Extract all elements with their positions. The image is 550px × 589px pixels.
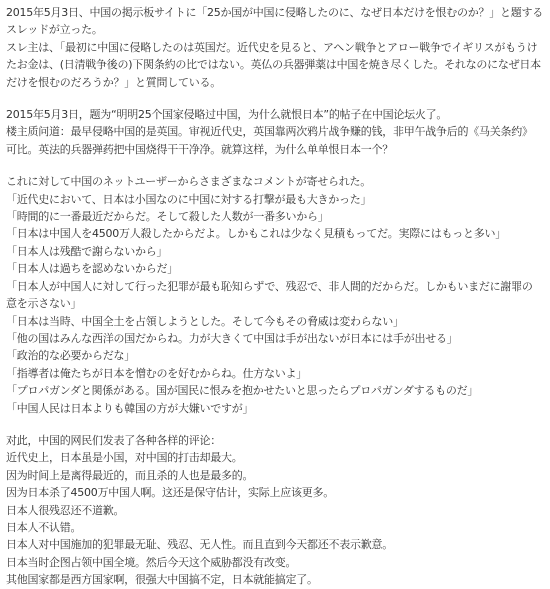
japanese-comments-paragraph [6,173,546,417]
comment-line: 「政治的な必要からだな」 [6,349,135,363]
text-line: スレッドが立った。 [6,23,103,37]
comment-line: 「日本人が中国人に対して行った犯罪が最も恥知らずで、残忍で、非人間的だからだ。しかもいまだに謝罪の [6,279,533,293]
comment-line: 「近代史において、日本は小国なのに中国に対する打撃が最も大きかった」 [6,192,372,206]
text-line: 可比。英法的兵器弹药把中国烧得干干净净。就算这样，为什么单单恨日本一个？ [6,142,393,156]
text-line: 2015年5月3日、中国の掲示板サイトに「25か国が中国に侵略したのに、なぜ日本だけを恨むのか？」と題する [6,6,543,19]
comment-line: 近代史上，日本虽是小国，对中国的打击却最大。 [6,451,243,465]
text-line: 2015年5月3日，题为“明明25个国家侵略过中国，为什么就恨日本”的帖子在中国论坛火了。 [6,108,448,122]
comment-line: 「日本人は残酷で謝らないから」 [6,244,168,258]
comment-line: 「日本人は過ちを認めないからだ」 [6,262,178,276]
comment-line: 因为日本杀了4500万中国人啊。这还是保守估计，实际上应该更多。 [6,486,334,500]
comment-line: 因为时间上是离得最近的，而且杀的人也是最多的。 [6,468,254,482]
chinese-intro-paragraph [6,106,546,158]
comment-line: 日本人对中国施加的犯罪最无耻、残忍、无人性。而且直到今天都还不表示歉意。 [6,538,393,552]
article-body [6,4,546,589]
paragraph-spacer [6,158,546,173]
chinese-comments-paragraph [6,432,546,589]
comment-line: 日本人不认错。 [6,520,82,534]
comment-line: 「日本は当時、中国全土を占領しようとした。そして今もその脅威は変わらない」 [6,314,404,328]
comment-line: 「プロパガンダと関係がある。国が国民に恨みを抱かせたいと思ったらプロパガンダするものだ」 [6,384,479,398]
text-line: 对此，中国的网民们发表了各种各样的评论： [6,433,221,447]
paragraph-spacer [6,91,546,106]
comment-line: 「中国人民は日本よりも韓国の方が大嫌いですが」 [6,401,254,415]
text-line: 楼主质问道：最早侵略中国的是英国。审视近代史，英国靠两次鸦片战争赚的钱，非甲午战争后的《马关条约》 [6,125,533,139]
comment-line: 意を示さない」 [6,297,82,311]
text-line: これに対して中国のネットユーザーからさまざまなコメントが寄せられた。 [6,175,372,189]
comment-line: 「他の国はみんな西洋の国だからね。力が大きくて中国は手が出ないが日本には手が出せる」 [6,331,458,345]
japanese-intro-paragraph [6,4,546,91]
text-line: たお金は、(日清戦争後の)下関条約の比ではない。英仏の兵器弾薬は中国を焼き尽くした。それなのになぜ日本 [6,58,541,72]
comment-line: 「日本は中国人を4500万人殺したからだよ。しかもこれは少なく見積もってだ。実際にはもっと多い」 [6,227,506,241]
comment-line: 「時間的に一番最近だからだ。そして殺した人数が一番多いから」 [6,210,329,224]
comment-line: 其他国家都是西方国家啊，很强大中国搞不定，日本就能搞定了。 [6,573,318,587]
comment-line: 日本当时企图占领中国全境。然后今天这个威胁都没有改变。 [6,555,297,569]
text-line: スレ主は、「最初に中国に侵略したのは英国だ。近代史を見ると、アヘン戦争とアロー戦争でイギリスがもうけ [6,40,538,54]
paragraph-spacer [6,417,546,432]
comment-line: 日本人很残忍还不道歉。 [6,503,125,517]
comment-line: 「指導者は俺たちが日本を憎むのを好むからね。仕方ないよ」 [6,366,307,380]
text-line: だけを恨むのだろうか？」と質問している。 [6,75,221,89]
